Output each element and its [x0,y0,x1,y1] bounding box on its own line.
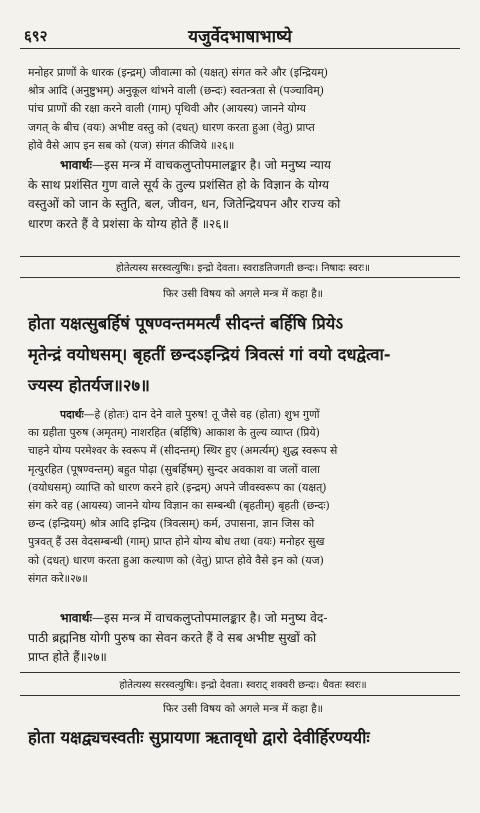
bhavartha-26 [28,156,458,234]
text-line: पाठी ब्रह्मनिष्ठ योगी पुरुष का सेवन करते हैं वे सब अभीष्ट सुखों को [28,630,317,645]
page-number: ६९२ [24,27,48,45]
text-line: श्रोत्र आदि (अनुष्टुभम्) अनुकूल थांभने वाली (छन्दः) स्वतन्त्रता से (पञ्चाविम्) [28,84,324,98]
text-line: —इस मन्त्र में वाचकलुप्तोपमालङ्कार है। जो मनुष्य न्याय [91,158,331,172]
text-line: पांच प्राणों की रक्षा करने वाली (गाम्) पृथिवी और (आयस्य) जानने योग्य [28,102,306,116]
bhavartha-label: भावार्थः [60,158,92,172]
page-header [0,22,480,48]
header-rule [20,48,460,49]
mantra-line: ज्यस्य होतर्यज॥२७॥ [28,376,150,395]
text-line: चाहने योग्य परमेश्वर के स्वरूप में (सीदन्तम्) स्थिर हुए (अमर्त्यम्) शुद्ध स्वरूप से [28,444,338,458]
mantra-line: मृतेन्द्रं वयोधसम्। बृहतीं छन्दऽइन्द्रियं त्रिवत्सं गां वयो दधद्वेत्वा- [28,345,391,364]
mantra-27-intro: फिर उसी विषय को अगले मन्त्र में कहा है॥ [163,288,323,300]
section-rule [20,256,460,257]
section-rule [20,277,460,278]
text-line: को (दधत्) धारण करता हुआ कल्याण को (वेतु) प्राप्त होवे वैसे इन को (यज) [28,553,324,567]
text-line: वस्तुओं को जान के स्तुति, बल, जीवन, धन, जितेन्द्रियपन और राज्य को [28,197,341,212]
running-title: यजुर्वेदभाषाभाष्ये [188,27,292,47]
text-line: (वयोधसम्) व्याप्ति को धारण करने हारे (इन्द्रम्) अपने जीवस्वरूप का (यक्षत्) [28,480,327,494]
text-line: पुत्रवत् हैं उस वेदसम्बन्धी (गाम्) प्राप्त होने योग्य बोध तथा (वयः) मनोहर सुख [28,535,325,549]
text-line: छन्द (इन्द्रियम्) श्रोत्र आदि इन्द्रिय (त्रिवत्सम्) कर्म, उपासना, ज्ञान जिस को [28,517,315,531]
text-line: —हे (होतः) दान देने वाले पुरुष! तू जैसे वह (होता) शुभ गुणों [83,408,320,421]
text-line: होवे वैसे आप इन सब को (यज) संगत कीजिये ॥२६॥ [28,138,235,152]
mantra-28 [28,722,458,753]
mantra-line: होता यक्षद्व्यचस्वतीः सुप्रायणा ऋतावृधो द्वारो देवीर्हिरण्ययीः [28,728,370,747]
mantra-line: होता यक्षत्सुबर्हिषं पूषण्वन्तममर्त्यं सीदन्तं बर्हिषि प्रियेऽ [28,314,344,333]
mantra-28-meta: होतेत्यस्य सरस्वत्युषिः। इन्द्रो देवता। स्वराट् शक्वरी छन्दः। धैवतः स्वरः॥ [119,680,367,691]
text-line: प्राप्त होते हैं॥२७॥ [28,650,107,665]
text-line: जगत् के बीच (वयः) अभीष्ट वस्तु को (दधत्) धारण करता हुआ (वेतु) प्राप्त [28,120,315,134]
padartha-label: पदार्थः [60,408,84,421]
mantra-28-intro: फिर उसी विषय को अगले मन्त्र में कहा है॥ [163,703,323,715]
bhavartha-27 [28,609,458,668]
mantra-27 [28,308,458,401]
text-line: का ग्रहीता पुरुष (अमृतम्) नाशरहित (बर्हिषि) आकाश के तुल्य व्याप्त (प्रिये) [28,426,320,440]
text-line: मृत्युरहित (पूषण्वन्तम्) बहुत पोढ़ा (सुबर्हिषम्) सुन्दर अवकाश वा जलों वाला [28,462,320,476]
text-line: संगत करे॥२७॥ [28,571,88,585]
text-line: संग करे वह (आयस्य) जानने योग्य विज्ञान का सम्बन्धी (बृहतीम्) बृहती (छन्दः) [28,499,330,513]
text-line: के साथ प्रशंसित गुण वाले सूर्य के तुल्य प्रशंसित हो के विज्ञान के योग्य [28,177,329,192]
section-rule [20,672,460,673]
text-line: मनोहर प्राणों के धारक (इन्द्रम्) जीवात्मा को (यक्षत्) संगत करे और (इन्द्रियम्) [28,66,328,79]
section-rule [20,695,460,696]
prev-padartha [28,64,458,155]
mantra-27-meta: होतेत्यस्य सरस्वत्युषिः। इन्द्रो देवता। स्वराडतिजगती छन्दः। निषादः स्वरः॥ [116,263,370,274]
bhavartha-label: भावार्थः [60,611,92,625]
text-line: —इस मन्त्र में वाचकलुप्तोपमालङ्कार है। जो मनुष्य वेद- [91,611,328,625]
text-line: धारण करते हैं वे प्रशंसा के योग्य होते हैं ॥२६॥ [28,216,229,231]
padartha-27 [28,406,458,588]
